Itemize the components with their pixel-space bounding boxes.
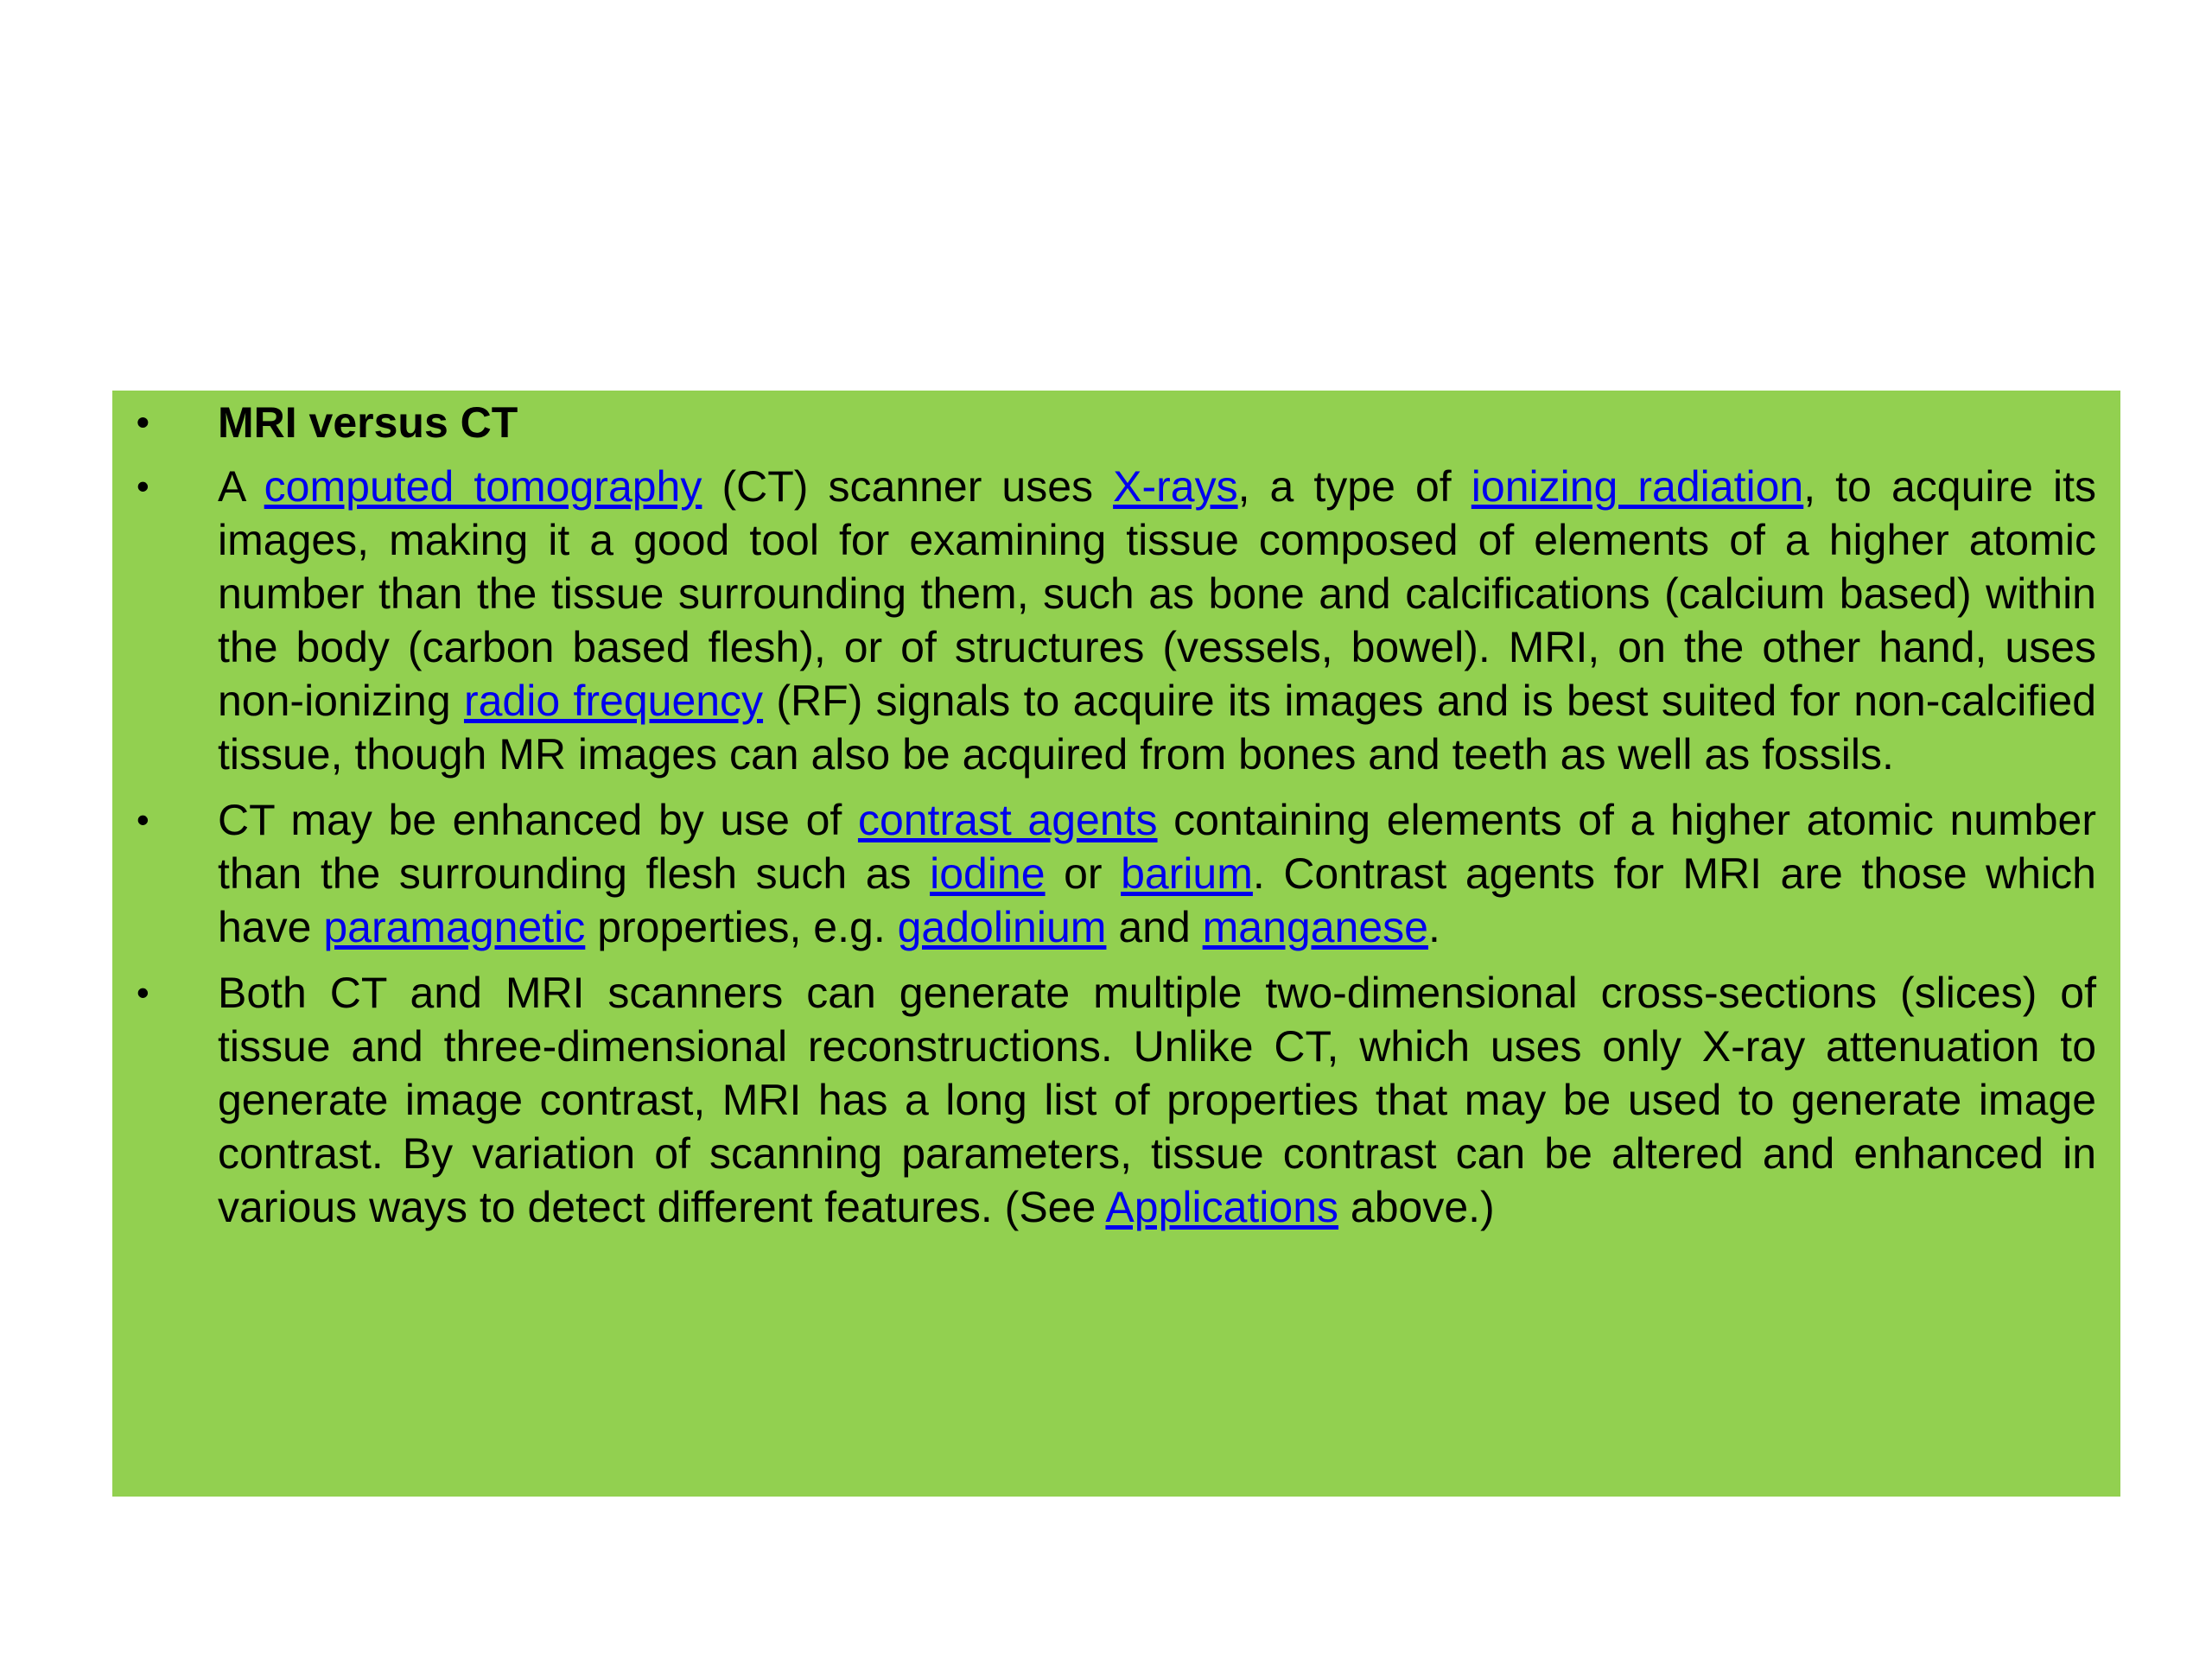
bullet-contrast-agents [112,793,2096,954]
link-gadolinium[interactable]: gadolinium [897,903,1107,951]
text-span: or [1045,849,1122,898]
bullet-dot: • [137,466,149,506]
link-computed-tomography[interactable]: computed tomography [264,462,702,511]
bullet-ct-scanner [112,460,2096,781]
link-iodine[interactable]: iodine [930,849,1046,898]
text-span: Both CT and MRI scanners can generate multiple two-dimensional cross-sections (slices) of tissue and three-dimensional reconstructions. Unlike CT, which uses only X-ray attenuation to generate image contrast, MRI has a long list of properties that may be used to generate image contrast. By variation of scanning parameters, tissue contrast can be altered and enhanced in various ways to detect different features. (See [218,969,2096,1231]
heading-text: MRI versus CT [218,398,518,447]
text-span: CT may be enhanced by use of [218,796,858,844]
bullet-dot: • [137,972,149,1013]
link-ionizing-radiation[interactable]: ionizing radiation [1471,462,1804,511]
text-span: . Contrast agents for MRI are those which have [218,849,2096,951]
text-span: properties, e.g. [585,903,898,951]
link-radio-frequency[interactable]: radio frequency [463,677,764,725]
link-barium[interactable]: barium [1121,849,1253,898]
text-span: , to acquire its images, making it a good tool for examining tissue composed of elements of a higher atomic number than the tissue surrounding them, such as bone and calcifications (calcium based) within the body (carbon based flesh), or of structures (vessels, bowel). MRI, on the other hand, uses non-ionizing [218,462,2097,725]
text-span: (CT) scanner uses [702,462,1114,511]
text-span: A [218,462,264,511]
text-span: containing elements of a higher atomic number than the surrounding flesh such as [218,796,2097,898]
text-span: . [1427,903,1440,951]
bullet-cross-sections [112,966,2096,1234]
link-manganese[interactable]: manganese [1202,903,1428,951]
link-contrast-agents[interactable]: contrast agents [857,796,1158,844]
content-box [112,391,2120,1497]
link-x-rays[interactable]: X-rays [1113,462,1238,511]
link-paramagnetic[interactable]: paramagnetic [323,903,586,951]
link-applications[interactable]: Applications [1105,1183,1339,1231]
text-span: , a type of [1237,462,1471,511]
bullet-dot: • [137,799,149,840]
text-span: above.) [1338,1183,1495,1231]
text-span: and [1106,903,1203,951]
bullet-heading [112,396,2096,449]
text-span: (RF) signals to acquire its images and is best suited for non-calcified tissue, though MR images can also be acquired from bones and teeth as well as fossils. [218,677,2096,779]
bullet-dot: • [137,402,149,442]
bullet-list [112,396,2096,1234]
